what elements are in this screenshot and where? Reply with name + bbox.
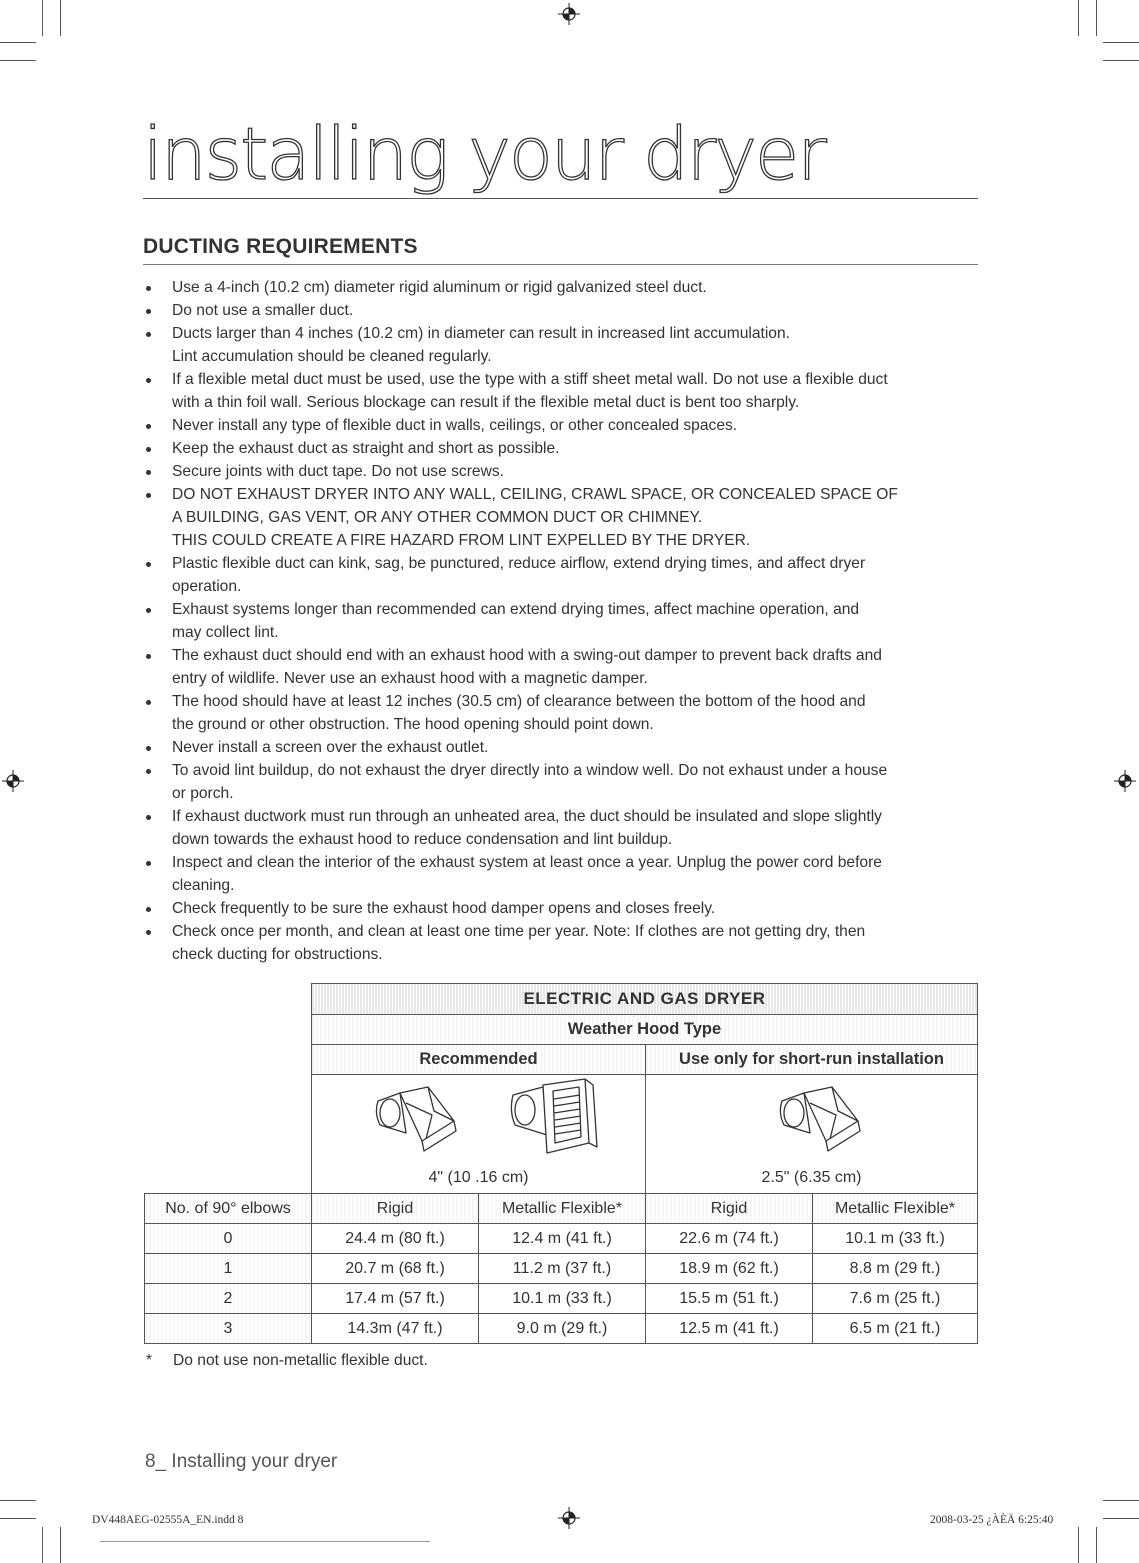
table-cell: 0 (145, 1224, 312, 1254)
timestamp-slug: 2008-03-25 ¿ÀÈÄ 6:25:40 (930, 1514, 1054, 1526)
requirements-list (143, 276, 983, 966)
list-item: DO NOT EXHAUST DRYER INTO ANY WALL, CEILING, CRAWL SPACE, OR CONCEALED SPACE OF A BUILDING, GAS VENT, OR ANY OTHER COMMON DUCT OR CHIMNEY. THIS COULD CREATE A FIRE HAZARD FROM LINT EXPELLED BY THE DRYER. (143, 483, 983, 552)
short-run-hood-cell (646, 1075, 978, 1194)
table-cell: 24.4 m (80 ft.) (312, 1224, 479, 1254)
column-header: Rigid (646, 1194, 813, 1224)
registration-mark-icon (558, 1507, 580, 1529)
table-cell: 7.6 m (25 ft.) (813, 1284, 978, 1314)
table-cell: 15.5 m (51 ft.) (646, 1284, 813, 1314)
table-cell: 12.5 m (41 ft.) (646, 1314, 813, 1344)
list-item: The exhaust duct should end with an exhaust hood with a swing-out damper to prevent back drafts and entry of wildlife. Never use an exhaust hood with a magnetic damper. (143, 644, 983, 690)
hood-type-table (311, 983, 978, 1194)
file-slug: DV448AEG-02555A_EN.indd 8 (92, 1514, 244, 1526)
footnote-text: Do not use non-metallic flexible duct. (173, 1352, 428, 1369)
table-row (145, 1254, 978, 1284)
list-item: Do not use a smaller duct. (143, 299, 983, 322)
table-cell: 6.5 m (21 ft.) (813, 1314, 978, 1344)
table-footnote (146, 1352, 428, 1370)
list-item: Keep the exhaust duct as straight and short as possible. (143, 437, 983, 460)
table-cell: 9.0 m (29 ft.) (479, 1314, 646, 1344)
table-cell: 20.7 m (68 ft.) (312, 1254, 479, 1284)
group-recommended: Recommended (312, 1045, 646, 1075)
column-header: Rigid (312, 1194, 479, 1224)
table-cell: 14.3m (47 ft.) (312, 1314, 479, 1344)
page-title: installing your dryer (143, 112, 825, 196)
table-cell: 18.9 m (62 ft.) (646, 1254, 813, 1284)
table-cell: 3 (145, 1314, 312, 1344)
table-row (145, 1224, 978, 1254)
table-cell: 12.4 m (41 ft.) (479, 1224, 646, 1254)
list-item: If exhaust ductwork must run through an unheated area, the duct should be insulated and slope slightly down towards the exhaust hood to reduce condensation and lint buildup. (143, 805, 983, 851)
list-item: Never install any type of flexible duct in walls, ceilings, or other concealed spaces. (143, 414, 983, 437)
column-header: Metallic Flexible* (813, 1194, 978, 1224)
table-cell: 10.1 m (33 ft.) (813, 1224, 978, 1254)
table-cell: 8.8 m (29 ft.) (813, 1254, 978, 1284)
list-item: Use a 4-inch (10.2 cm) diameter rigid aluminum or rigid galvanized steel duct. (143, 276, 983, 299)
box-hood-icon (774, 1081, 874, 1161)
list-item: Plastic flexible duct can kink, sag, be punctured, reduce airflow, extend drying times, and affect dryer operation. (143, 552, 983, 598)
list-item: Exhaust systems longer than recommended can extend drying times, affect machine operation, and may collect lint. (143, 598, 983, 644)
list-item: If a flexible metal duct must be used, use the type with a stiff sheet metal wall. Do not use a flexible duct with a thin foil wall. Serious blockage can result if the flexible metal duct is bent too sharply. (143, 368, 983, 414)
recommended-hood-cell (312, 1075, 646, 1194)
list-item: Check once per month, and clean at least one time per year. Note: If clothes are not getting dry, then check ducting for obstructions. (143, 920, 983, 966)
duct-length-table (144, 1193, 978, 1344)
list-item: Secure joints with duct tape. Do not use screws. (143, 460, 983, 483)
section-heading: DUCTING REQUIREMENTS (143, 235, 418, 258)
title-rule (143, 198, 978, 199)
list-item: To avoid lint buildup, do not exhaust the dryer directly into a window well. Do not exhaust under a house or porch. (143, 759, 983, 805)
column-header: Metallic Flexible* (479, 1194, 646, 1224)
registration-mark-icon (2, 770, 24, 792)
group-short-run: Use only for short-run installation (646, 1045, 978, 1075)
table-title: ELECTRIC AND GAS DRYER (312, 984, 978, 1015)
list-item: Never install a screen over the exhaust outlet. (143, 736, 983, 759)
registration-mark-icon (1114, 770, 1136, 792)
footnote-marker: * (146, 1352, 153, 1369)
table-header-row (145, 1194, 978, 1224)
table-cell: 11.2 m (37 ft.) (479, 1254, 646, 1284)
list-item: Inspect and clean the interior of the exhaust system at least once a year. Unplug the power cord before cleaning. (143, 851, 983, 897)
table-cell: 22.6 m (74 ft.) (646, 1224, 813, 1254)
table-cell: 2 (145, 1284, 312, 1314)
size-recommended: 4" (10 .16 cm) (428, 1169, 529, 1186)
section-rule (143, 264, 978, 265)
page-footer: 8_ Installing your dryer (145, 1451, 338, 1472)
registration-mark-icon (558, 3, 580, 25)
table-cell: 1 (145, 1254, 312, 1284)
table-subtitle: Weather Hood Type (312, 1015, 978, 1045)
table-cell: 10.1 m (33 ft.) (479, 1284, 646, 1314)
list-item: Check frequently to be sure the exhaust hood damper opens and closes freely. (143, 897, 983, 920)
table-row (145, 1284, 978, 1314)
size-short-run: 2.5" (6.35 cm) (761, 1169, 862, 1186)
box-hood-icon (370, 1081, 470, 1161)
table-row (145, 1314, 978, 1344)
table-cell: 17.4 m (57 ft.) (312, 1284, 479, 1314)
louvered-hood-icon (507, 1077, 607, 1161)
list-item: The hood should have at least 12 inches (30.5 cm) of clearance between the bottom of the hood and the ground or other obstruction. The hood opening should point down. (143, 690, 983, 736)
list-item: Ducts larger than 4 inches (10.2 cm) in diameter can result in increased lint accumulation. Lint accumulation should be cleaned regularly. (143, 322, 983, 368)
column-header: No. of 90° elbows (145, 1194, 312, 1224)
